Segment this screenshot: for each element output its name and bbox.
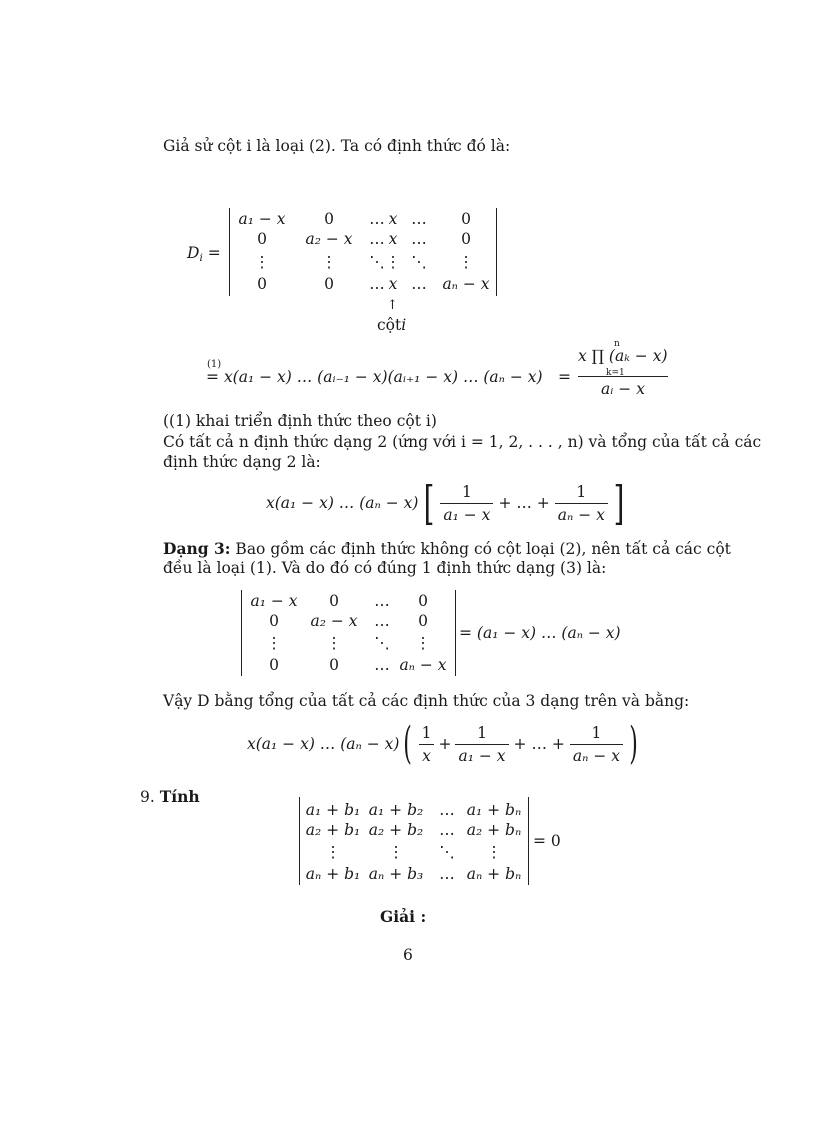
column-label (377, 316, 406, 334)
final-fraction-2-denominator: aₙ − x (570, 744, 623, 765)
matrix-cell: … (439, 821, 455, 839)
matrix-cell: 0 (269, 656, 279, 674)
matrix-cell: 0 (461, 210, 471, 228)
intro-line: Giả sử cột i là loại (2). Ta có định thức đó là: (163, 137, 511, 155)
dang-3-line-2: đều là loại (1). Và do đó có đúng 1 định thức dạng (3) là: (163, 559, 607, 577)
matrix-cell: ⋮ (254, 253, 270, 271)
equation-1-fraction (578, 339, 668, 398)
product-upper-limit: n (614, 339, 620, 349)
final-fraction-0-denominator: x (419, 744, 434, 765)
matrix-cell: … (439, 865, 455, 883)
matrix-cell: x (388, 210, 398, 228)
matrix-cell: a₁ + bₙ (466, 801, 522, 819)
right-bracket: ] (613, 476, 625, 530)
matrix-cell: a₂ + bₙ (466, 821, 522, 839)
final-fraction-1-numerator: 1 (477, 723, 487, 742)
sum-2-fraction-1-denominator: a₁ − x (440, 503, 493, 524)
final-fraction-2 (570, 724, 623, 765)
matrix-cell: … (369, 210, 385, 228)
matrix-cell: … (369, 275, 385, 293)
matrix-cell: ⋱ (439, 843, 455, 861)
matrix-cell: 0 (257, 275, 267, 293)
final-fraction-0-numerator: 1 (421, 723, 432, 742)
solution-label: Giải : (380, 907, 427, 926)
equation-1-lhs: (1) = x(a₁ − x) … (aᵢ₋₁ − x)(aᵢ₊₁ − x) … (aₙ − x) (206, 359, 543, 386)
matrix-cell: ⋱ (374, 634, 390, 652)
matrix-cell: ⋮ (486, 843, 502, 861)
problem-number: 9. (140, 788, 155, 806)
left-bracket: [ (424, 476, 435, 530)
matrix-type-3-result (459, 624, 621, 642)
dang-3-text: Bao gồm các định thức không có cột loại (2), nên tất cả các cột (230, 540, 731, 558)
matrix-cell: 0 (329, 592, 339, 610)
matrix-cell: a₂ + b₂ (368, 821, 424, 839)
matrix-cell: a₁ − x (238, 210, 286, 228)
matrix-cell: aₙ + b₃ (368, 865, 424, 883)
matrix-cell: a₂ + b₁ (305, 821, 361, 839)
matrix-cell: ⋱ (411, 253, 427, 271)
final-prefix: x(a₁ − x) … (aₙ − x) (247, 735, 400, 753)
matrix-cell: … (411, 210, 427, 228)
final-fraction-1-denominator: a₁ − x (455, 744, 508, 765)
matrix-cell: … (374, 612, 390, 630)
final-expression (247, 718, 642, 769)
sum-2-fraction-2-numerator: 1 (576, 482, 587, 501)
page-number: 6 (403, 946, 413, 964)
final-fraction-1 (455, 724, 508, 765)
product-lower-limit: k=1 (606, 368, 625, 378)
paragraph-2-line-1: Có tất cả n định thức dạng 2 (ứng với i = 1, 2, . . . , n) và tổng của tất cả các (163, 433, 762, 451)
matrix-cell: ⋮ (325, 843, 341, 861)
matrix-cell: ⋮ (326, 634, 342, 652)
sum-2-fraction-2-denominator: aₙ − x (555, 503, 608, 524)
matrix-cell: 0 (418, 592, 428, 610)
matrix-cell: a₂ − x (305, 230, 353, 248)
matrix-cell: ⋮ (388, 843, 404, 861)
equation-1-numerator: x ∏ (aₖ − x) (578, 347, 668, 365)
final-fraction-2-numerator: 1 (591, 723, 602, 742)
matrix-cell: … (369, 230, 385, 248)
matrix-cell: a₁ + b₂ (368, 801, 424, 819)
matrix-problem-9-result: = 0 (533, 832, 561, 850)
matrix-cell: 0 (418, 612, 428, 630)
sum-2-fraction-1 (440, 483, 493, 524)
sum-2-ellipsis: + … + (498, 494, 550, 512)
problem-9-heading (140, 787, 200, 806)
matrix-type-3-result-text: = (a₁ − x) … (aₙ − x) (459, 624, 621, 642)
matrix-problem-9 (299, 797, 529, 885)
matrix-cell: ⋮ (266, 634, 282, 652)
matrix-cell: a₁ − x (250, 592, 298, 610)
matrix-cell: 0 (324, 210, 334, 228)
matrix-cell: 0 (461, 230, 471, 248)
matrix-cell: … (374, 656, 390, 674)
dang-3-label: Dạng 3: (163, 539, 231, 558)
matrix-cell: aₙ + bₙ (466, 865, 522, 883)
matrix-cell: aₙ − x (399, 656, 447, 674)
column-label-index: i (401, 316, 407, 334)
matrix-cell: a₁ + b₁ (305, 801, 361, 819)
sum-2-prefix: x(a₁ − x) … (aₙ − x) (266, 494, 419, 512)
matrix-cell: ⋮ (415, 634, 431, 652)
di-label: $D_i$ = (187, 244, 221, 264)
matrix-cell: ⋮ (385, 253, 401, 271)
sum-2-fraction-2 (555, 483, 608, 524)
paragraph-2-line-2: định thức dạng 2 là: (163, 453, 321, 471)
right-paren: ) (629, 718, 638, 769)
final-ellipsis: + … + (513, 735, 565, 753)
matrix-cell: 0 (257, 230, 267, 248)
matrix-cell: … (411, 230, 427, 248)
dang-3-line-1 (163, 539, 731, 558)
di-subscript: i (199, 252, 203, 264)
equation-1-denominator: aᵢ − x (578, 376, 668, 398)
matrix-cell: aₙ + b₁ (305, 865, 361, 883)
matrix-cell: … (374, 592, 390, 610)
matrix-di (229, 208, 497, 296)
matrix-cell: x (388, 230, 398, 248)
equation-1-equals: = (558, 368, 571, 386)
matrix-cell: aₙ − x (442, 275, 490, 293)
final-plus: + (438, 735, 452, 753)
di-symbol: D (187, 244, 200, 262)
matrix-cell: 0 (269, 612, 279, 630)
matrix-cell: ⋱ (369, 253, 385, 271)
matrix-cell: a₂ − x (310, 612, 358, 630)
matrix-cell: … (411, 275, 427, 293)
sum-2-fraction-1-numerator: 1 (461, 482, 472, 501)
final-fraction-0 (419, 724, 435, 765)
sum-type-2 (266, 476, 628, 530)
conclusion-line: Vậy D bằng tổng của tất cả các định thức của 3 dạng trên và bằng: (163, 692, 690, 710)
note-1: ((1) khai triển định thức theo cột i) (163, 412, 437, 430)
matrix-cell: ⋮ (458, 253, 474, 271)
matrix-cell: x (388, 275, 398, 293)
matrix-cell: ⋮ (321, 253, 337, 271)
matrix-type-3 (241, 590, 456, 676)
equation-1-marker: (1) (207, 359, 222, 370)
column-arrow: ↑ (387, 298, 398, 313)
column-label-text: cột (377, 316, 402, 334)
matrix-cell: 0 (329, 656, 339, 674)
left-paren: ( (403, 718, 413, 769)
problem-title: Tính (159, 787, 200, 806)
equation-1-expression: x(a₁ − x) … (aᵢ₋₁ − x)(aᵢ₊₁ − x) … (aₙ − x) (223, 368, 543, 386)
matrix-cell: 0 (324, 275, 334, 293)
matrix-cell: … (439, 801, 455, 819)
